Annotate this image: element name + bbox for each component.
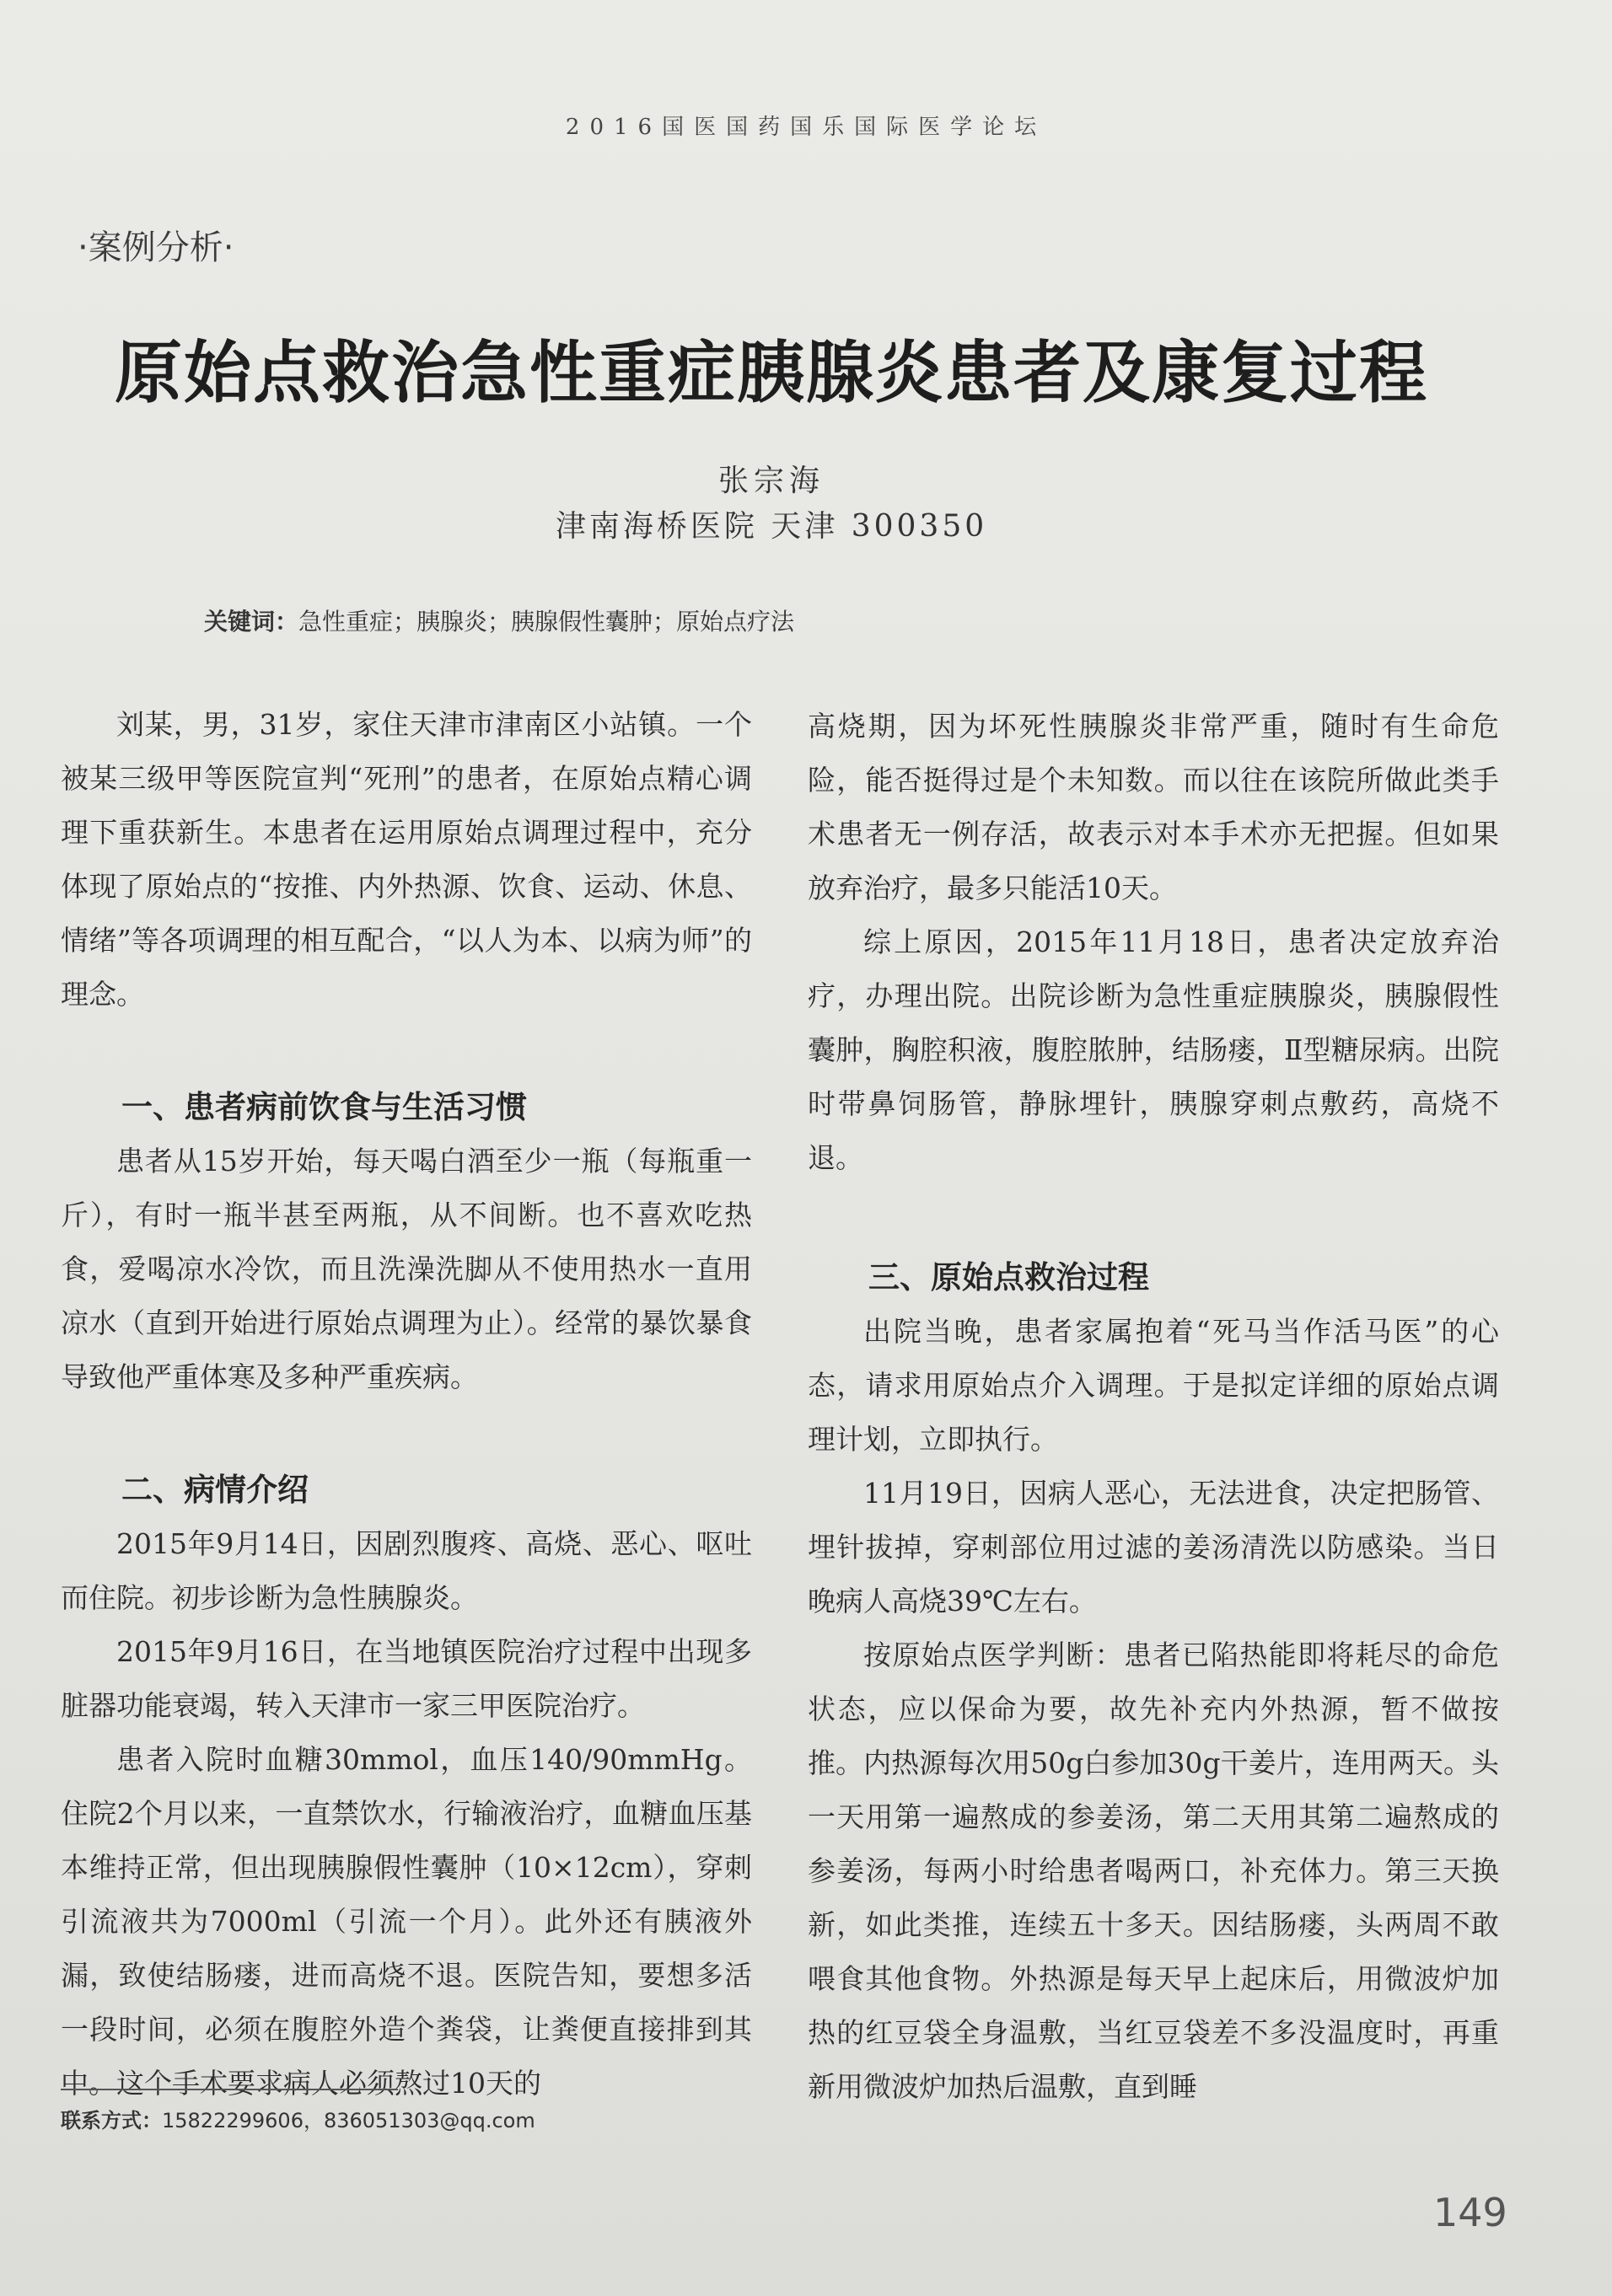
- section-tag: ·案例分析·: [78, 228, 234, 267]
- page-number: 149: [1433, 2190, 1507, 2235]
- contact-label: 联系方式：: [61, 2109, 162, 2132]
- section-3-paragraph-1: 出院当晚，患者家属抱着“死马当作活马医”的心态，请求用原始点介入调理。于是拟定详细的原始点调理计划，立即执行。: [808, 1315, 1499, 1456]
- section-2-paragraph-4: 综上原因，2015年11月18日，患者决定放弃治疗，办理出院。出院诊断为急性重症胰腺炎，胰腺假性囊肿，胸腔积液，腹腔脓肿，结肠瘘，Ⅱ型糖尿病。出院时带鼻饲肠管，静脉埋针，胰腺穿刺点敷药，高烧不退。: [808, 925, 1499, 1174]
- keywords-label: 关键词：: [204, 608, 299, 636]
- section-heading-3: 三、原始点救治过程: [868, 1259, 1149, 1296]
- right-column: [808, 700, 1499, 2114]
- section-heading-1: 一、患者病前饮食与生活习惯: [121, 1089, 527, 1125]
- section-2-paragraph-3: 患者入院时血糖30mmol，血压140/90mmHg。住院2个月以来，一直禁饮水，行输液治疗，血糖血压基本维持正常，但出现胰腺假性囊肿（10×12cm），穿刺引流液共为7000ml（引流一个月）。此外还有胰液外漏，致使结肠瘘，进而高烧不退。医院告知，要想多活一段时间，必须在腹腔外造个粪袋，让粪便直接排到其中。这个手术要求病人必须熬过10天的: [61, 1743, 752, 2100]
- running-header: 2016国医国药国乐国际医学论坛: [565, 115, 1047, 140]
- keywords: [204, 604, 794, 637]
- author-affiliation: 津南海桥医院 天津 300350: [555, 509, 988, 544]
- article-title: 原始点救治急性重症胰腺炎患者及康复过程: [115, 334, 1428, 412]
- intro-paragraph: 刘某，男，31岁，家住天津市津南区小站镇。一个被某三级甲等医院宣判“死刑”的患者，在原始点精心调理下重获新生。本患者在运用原始点调理过程中，充分体现了原始点的“按推、内外热源、饮食、运动、休息、情绪”等各项调理的相互配合，“以人为本、以病为师”的理念。: [61, 708, 752, 1011]
- section-heading-2: 二、病情介绍: [121, 1472, 309, 1508]
- keywords-text: 急性重症；胰腺炎；胰腺假性囊肿；原始点疗法: [298, 608, 795, 636]
- section-2-paragraph-3-continued: 高烧期，因为坏死性胰腺炎非常严重，随时有生命危险，能否挺得过是个未知数。而以往在该院所做此类手术患者无一例存活，故表示对本手术亦无把握。但如果放弃治疗，最多只能活10天。: [808, 710, 1499, 904]
- contact-info: 15822299606，836051303@qq.com: [162, 2109, 535, 2132]
- footnote-rule: [61, 2089, 398, 2090]
- section-2-paragraph-1: 2015年9月14日，因剧烈腹疼、高烧、恶心、呕吐而住院。初步诊断为急性胰腺炎。: [61, 1527, 752, 1614]
- section-2-paragraph-2: 2015年9月16日，在当地镇医院治疗过程中出现多脏器功能衰竭，转入天津市一家三甲医院治疗。: [61, 1635, 752, 1722]
- section-3-paragraph-3: 按原始点医学判断：患者已陷热能即将耗尽的命危状态，应以保命为要，故先补充内外热源，暂不做按推。内热源每次用50g白参加30g干姜片，连用两天。头一天用第一遍熬成的参姜汤，第二天用其第二遍熬成的参姜汤，每两小时给患者喝两口，补充体力。第三天换新，如此类推，连续五十多天。因结肠瘘，头两周不敢喂食其他食物。外热源是每天早上起床后，用微波炉加热的红豆袋全身温敷，当红豆袋差不多没温度时，再重新用微波炉加热后温敷，直到睡: [808, 1639, 1499, 2103]
- author-name: 张宗海: [717, 464, 825, 498]
- section-3-paragraph-2: 11月19日，因病人恶心，无法进食，决定把肠管、埋针拔掉，穿刺部位用过滤的姜汤清洗以防感染。当日晚病人高烧39℃左右。: [808, 1477, 1499, 1617]
- left-column: [61, 698, 752, 2111]
- contact-footnote: [61, 2104, 535, 2133]
- section-1-paragraph: 患者从15岁开始，每天喝白酒至少一瓶（每瓶重一斤），有时一瓶半甚至两瓶，从不间断。也不喜欢吃热食，爱喝凉水冷饮，而且洗澡洗脚从不使用热水一直用凉水（直到开始进行原始点调理为止）。经常的暴饮暴食导致他严重体寒及多种严重疾病。: [61, 1145, 752, 1393]
